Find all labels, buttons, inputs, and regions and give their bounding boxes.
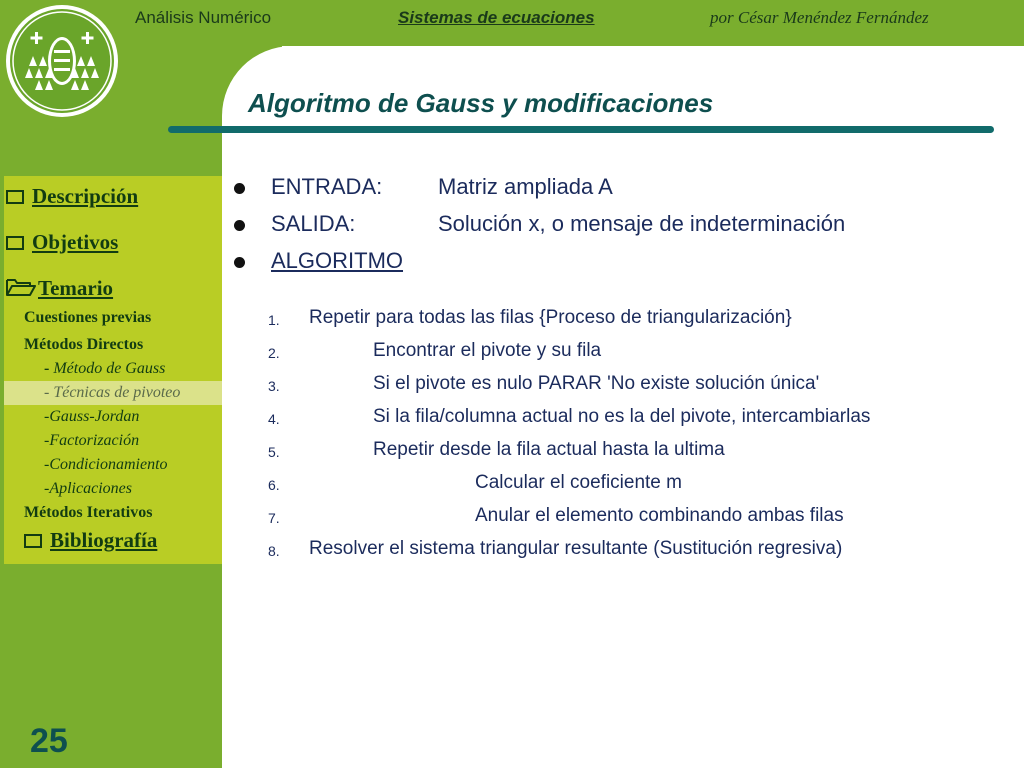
step-number: 2. xyxy=(268,345,280,361)
nav-metodos-directos[interactable]: Métodos Directos xyxy=(24,336,144,353)
nav-bibliografia[interactable] xyxy=(24,528,157,553)
navigation-panel xyxy=(4,176,222,564)
step-text: Resolver el sistema triangular resultante (Sustitución regresiva) xyxy=(309,538,843,559)
nav-metodo-gauss-dash: - xyxy=(44,360,54,377)
step-text: Repetir desde la fila actual hasta la ultima xyxy=(373,439,725,460)
course-name: Análisis Numérico xyxy=(135,8,272,27)
step-text: Encontrar el pivote y su fila xyxy=(373,340,602,361)
nav-metodo-gauss[interactable] xyxy=(44,360,165,378)
checkbox-icon xyxy=(24,534,42,548)
nav-objetivos-label: Objetivos xyxy=(32,230,119,254)
step-number: 6. xyxy=(268,477,280,493)
bullet-dot xyxy=(234,257,245,268)
step-number: 1. xyxy=(268,312,280,328)
author-credit: por César Menéndez Fernández xyxy=(710,8,929,27)
nav-cuestiones-previas[interactable]: Cuestiones previas xyxy=(24,309,152,326)
step-number: 5. xyxy=(268,444,280,460)
topic-link[interactable]: Sistemas de ecuaciones xyxy=(398,8,595,27)
bullet-value: Matriz ampliada A xyxy=(438,174,613,199)
bullet-label: SALIDA: xyxy=(271,211,356,236)
nav-objetivos[interactable] xyxy=(6,230,118,255)
step-text: Repetir para todas las filas {Proceso de triangularización} xyxy=(309,307,792,328)
slide-title: Algoritmo de Gauss y modificaciones xyxy=(248,88,714,118)
bullet-dot xyxy=(234,183,245,194)
nav-metodo-gauss-label: Método de Gauss xyxy=(53,360,166,377)
bullet-value: Solución x, o mensaje de indeterminación xyxy=(438,211,846,236)
nav-temario-label: Temario xyxy=(38,276,114,300)
step-text: Si la fila/columna actual no es la del pivote, intercambiarlas xyxy=(373,406,871,427)
step-number: 3. xyxy=(268,378,280,394)
nav-bibliografia-label: Bibliografía xyxy=(50,528,158,552)
nav-descripcion-label: Descripción xyxy=(32,184,139,208)
nav-temario[interactable] xyxy=(6,276,113,301)
algoritmo-link[interactable]: ALGORITMO xyxy=(271,248,404,273)
step-number: 4. xyxy=(268,411,280,427)
nav-factorizacion[interactable]: -Factorización xyxy=(44,432,140,449)
nav-metodos-iterativos[interactable]: Métodos Iterativos xyxy=(24,504,153,521)
step-text: Calcular el coeficiente m xyxy=(475,472,682,493)
title-underline xyxy=(168,126,994,133)
step-text: Si el pivote es nulo PARAR 'No existe solución única' xyxy=(373,373,820,394)
step-number: 7. xyxy=(268,510,280,526)
checkbox-icon xyxy=(6,236,24,250)
open-folder-icon xyxy=(6,277,36,297)
bullet-label: ENTRADA: xyxy=(271,174,383,199)
nav-aplicaciones[interactable]: -Aplicaciones xyxy=(44,480,132,497)
checkbox-icon xyxy=(6,190,24,204)
page-number: 25 xyxy=(30,722,68,760)
nav-gauss-jordan[interactable]: -Gauss-Jordan xyxy=(44,408,140,425)
bullet-dot xyxy=(234,220,245,231)
nav-tecnicas-pivoteo[interactable]: - Técnicas de pivoteo xyxy=(44,384,181,401)
step-number: 8. xyxy=(268,543,280,559)
nav-condicionamiento[interactable]: -Condicionamiento xyxy=(44,456,168,473)
university-logo xyxy=(5,4,119,118)
nav-descripcion[interactable] xyxy=(6,184,138,209)
step-text: Anular el elemento combinando ambas filas xyxy=(475,505,844,526)
